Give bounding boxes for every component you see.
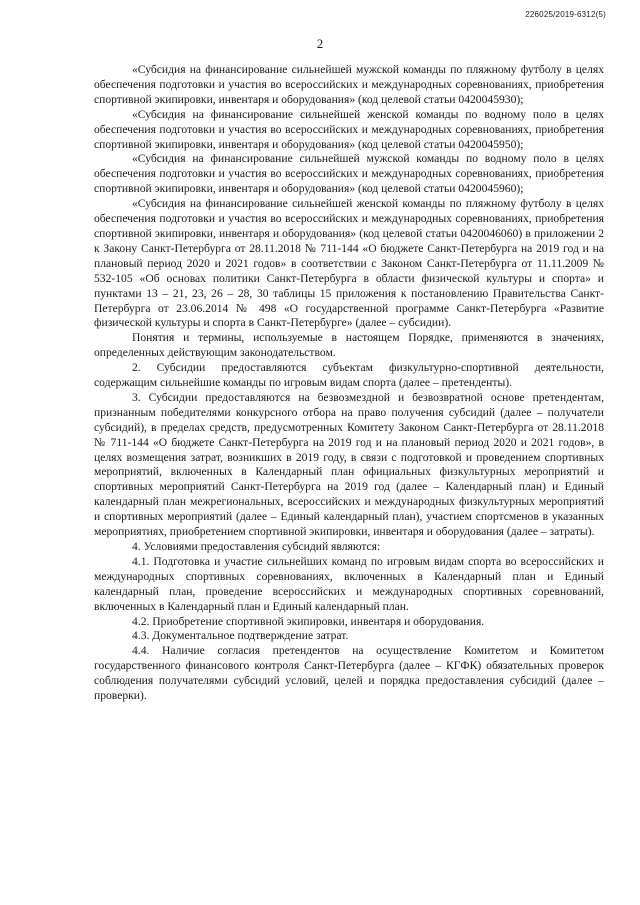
page-number: 2 [316, 36, 324, 51]
paragraph: 4.3. Документальное подтверждение затрат. [132, 629, 349, 643]
paragraph: 2. Субсидии предоставляются субъектам физкультурно-спортивной деятельности, содержащим сильнейшие команды по игровым видам спорта (далее – претенденты). [94, 361, 604, 390]
document-id: 226025/2019-6312(5) [525, 10, 606, 19]
paragraph: «Субсидия на финансирование сильнейшей мужской команды по пляжному футболу в целях обеспечения подготовки и участия во всероссийских и международных соревнованиях, приобретения спортивной экипировки, инвентаря и оборудования» (код целевой статьи 0420045930); [94, 63, 604, 106]
paragraph: «Субсидия на финансирование сильнейшей женской команды по водному поло в целях обеспечения подготовки и участия во всероссийских и международных соревнованиях, приобретения спортивной экипировки, инвентаря и оборудования» (код целевой статьи 0420045950); [94, 107, 604, 151]
paragraph: «Субсидия на финансирование сильнейшей женской команды по пляжному футболу в целях обеспечения подготовки и участия во всероссийских и международных соревнованиях, приобретения спортивной экипировки, инвентаря и оборудования» (код целевой статьи 0420046060) в приложении 2 к Закону Санкт-Петербурга от 28.11.2018 № 711-144 «О бюджете Санкт-Петербурга на 2019 год и на плановый период 2020 и 2021 годов» в соответствии с Законом Санкт-Петербурга от 11.11.2009 № 532-105 «Об основах политики Санкт-Петербурга в области физической культуры и спорта» и пунктами 13 – 21, 23, 26 – 28, 30 таблицы 15 приложения к постановлению Правительства Санкт-Петербурга от 23.06.2014 № 498 «О государственной программе Санкт-Петербурга «Развитие физической культуры и спорта в Санкт-Петербурге» (далее – субсидии). [94, 197, 604, 330]
document-body [94, 63, 604, 704]
paragraph: 3. Субсидии предоставляются на безвозмездной и безвозвратной основе претендентам, признанным победителями конкурсного отбора на право получения субсидий (далее – получатели субсидий), в пределах средств, предусмотренных Комитету Законом Санкт-Петербурга от 28.11.2018 № 711-144 «О бюджете Санкт-Петербурга на 2019 год и на плановый период 2020 и 2021 годов», в целях возмещения затрат, возникших в 2019 году, в связи с подготовкой и проведением спортивных мероприятий, включенных в Календарный план официальных физкультурных мероприятий и спортивных мероприятий Санкт-Петербурга на 2019 год (далее – Календарный план) и Единый календарный план межрегиональных, всероссийских и международных физкультурных мероприятий и спортивных мероприятий (далее – Единый календарный план), участием спортсменов в указанных мероприятиях, приобретением спортивной экипировки, инвентаря и оборудования (далее – затраты). [94, 390, 604, 539]
paragraph: Понятия и термины, используемые в настоящем Порядке, применяются в значениях, определенных действующим законодательством. [94, 331, 604, 360]
paragraph: 4.1. Подготовка и участие сильнейших команд по игровым видам спорта во всероссийских и международных спортивных соревнованиях, включенных в Календарный план и Единый календарный план, проведение всероссийских и международных спортивных соревнований, включенных в Календарный план и Единый календарный план. [94, 554, 604, 613]
paragraph: 4. Условиями предоставления субсидий являются: [132, 540, 381, 553]
paragraph: 4.2. Приобретение спортивной экипировки, инвентаря и оборудования. [132, 614, 485, 628]
paragraph: 4.4. Наличие согласия претендентов на осуществление Комитетом и Комитетом государственного финансового контроля Санкт-Петербурга (далее – КГФК) обязательных проверок соблюдения получателями субсидий условий, целей и порядка предоставления субсидий (далее – проверки). [94, 644, 604, 703]
paragraph: «Субсидия на финансирование сильнейшей мужской команды по водному поло в целях обеспечения подготовки и участия во всероссийских и международных соревнованиях, приобретения спортивной экипировки, инвентаря и оборудования» (код целевой статьи 0420045960); [94, 152, 604, 196]
